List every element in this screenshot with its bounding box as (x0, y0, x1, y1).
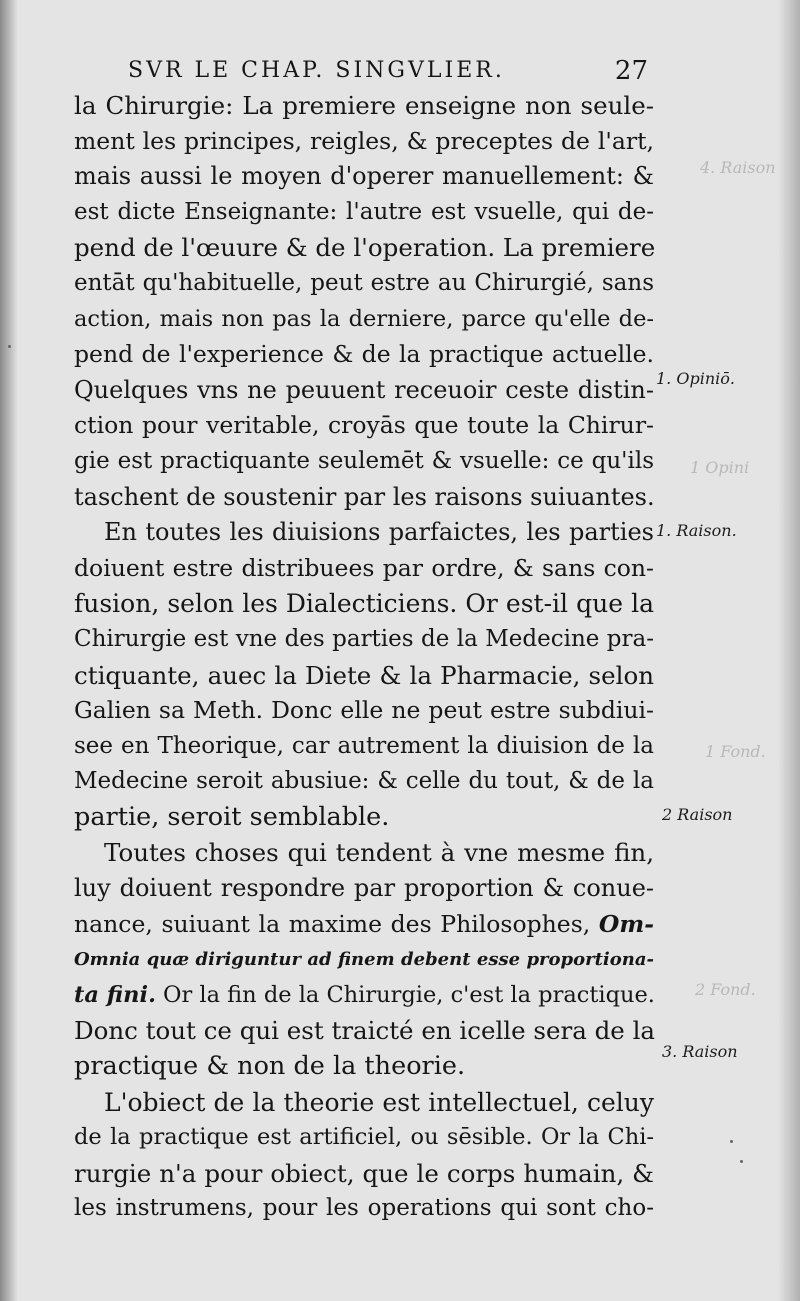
text-line: partie, seroit semblable. (74, 801, 390, 832)
page-edge-shadow (778, 0, 800, 1301)
bleed-through-mark: 4. Raison (700, 158, 776, 177)
text-line: Chirurgie est vne des parties de la Medecine pra- (74, 625, 654, 652)
text-line: Toutes choses qui tendent à vne mesme fin, (104, 838, 654, 868)
text-line: pend de l'experience & de la practique actuelle. (74, 340, 654, 369)
margin-note-raison-3: 3. Raison (662, 1042, 738, 1061)
text-line: Quelques vns ne peuuent receuoir ceste distin- (74, 375, 654, 404)
ink-speck (8, 345, 11, 348)
text-line: see en Theorique, car autrement la diuision de la (74, 732, 654, 759)
text-line: pend de l'œuure & de l'operation. La premiere (74, 233, 656, 263)
bleed-through-mark: 1 Fond. (705, 742, 766, 761)
text-fragment: nance, suiuant la maxime des Philosophes, (74, 909, 591, 938)
text-line: ctiquante, auec la Diete & la Pharmacie, selon (74, 660, 654, 690)
text-line: de la practique est artificiel, ou sēsible. Or la Chi- (74, 1124, 654, 1151)
ink-speck (730, 1140, 733, 1143)
text-line: practique & non de la theorie. (74, 1051, 466, 1082)
text-line: rurgie n'a pour obiect, que le corps humain, & (74, 1158, 654, 1188)
text-line: taschent de soustenir par les raisons suiuantes. (74, 482, 655, 511)
margin-note-raison-2: 2 Raison (662, 805, 733, 824)
text-line: ment les principes, reigles, & preceptes de l'art, (74, 126, 654, 155)
text-line: fusion, selon les Dialecticiens. Or est-il que la (74, 589, 654, 619)
body-text (74, 88, 654, 1227)
text-line (74, 907, 654, 943)
text-fragment: Or la fin de la Chirurgie, c'est la practique. (155, 981, 655, 1008)
page-number: 27 (614, 56, 648, 86)
text-line: gie est practiquante seulemēt & vsuelle: ce qu'ils (74, 447, 654, 474)
text-line: action, mais non pas la derniere, parce qu'elle de- (74, 305, 654, 332)
latin-quote: ta fini. (74, 981, 156, 1008)
page-gutter-shadow (0, 0, 18, 1301)
text-line: les instrumens, pour les operations qui sont cho- (74, 1195, 654, 1222)
text-line: est dicte Enseignante: l'autre est vsuelle, qui de- (74, 198, 654, 225)
text-line: la Chirurgie: La premiere enseigne non seule- (74, 91, 654, 120)
text-line: entāt qu'habituelle, peut estre au Chirurgié, sans (74, 269, 654, 296)
text-line: doiuent estre distribuees par ordre, & sans con- (74, 553, 654, 582)
ink-speck (740, 1160, 743, 1163)
text-line (74, 978, 654, 1014)
margin-note-raison-1: 1. Raison. (656, 521, 737, 540)
bleed-through-mark: 2 Fond. (695, 980, 756, 999)
text-line: luy doiuent respondre par proportion & conue- (74, 874, 654, 903)
latin-quote-line: Omnia quæ diriguntur ad finem debent esse proportiona- (74, 949, 654, 971)
latin-quote: Om- (598, 909, 654, 938)
text-line: ction pour veritable, croyās que toute la Chirur- (74, 411, 654, 440)
text-line: Medecine seroit abusiue: & celle du tout, & de la (74, 768, 654, 795)
text-line: L'obiect de la theorie est intellectuel, celuy (104, 1087, 654, 1117)
bleed-through-mark: 1 Opini (690, 458, 750, 477)
running-header (128, 56, 648, 90)
text-line: Donc tout ce qui est traicté en icelle sera de la (74, 1016, 656, 1046)
running-title: SVR LE CHAP. SINGVLIER. (128, 58, 505, 83)
text-line: En toutes les diuisions parfaictes, les parties (104, 518, 654, 547)
text-line: mais aussi le moyen d'operer manuellement: & (74, 162, 654, 191)
text-line: Galien sa Meth. Donc elle ne peut estre subdiui- (74, 696, 654, 725)
margin-note-opinion: 1. Opiniō. (656, 369, 735, 388)
